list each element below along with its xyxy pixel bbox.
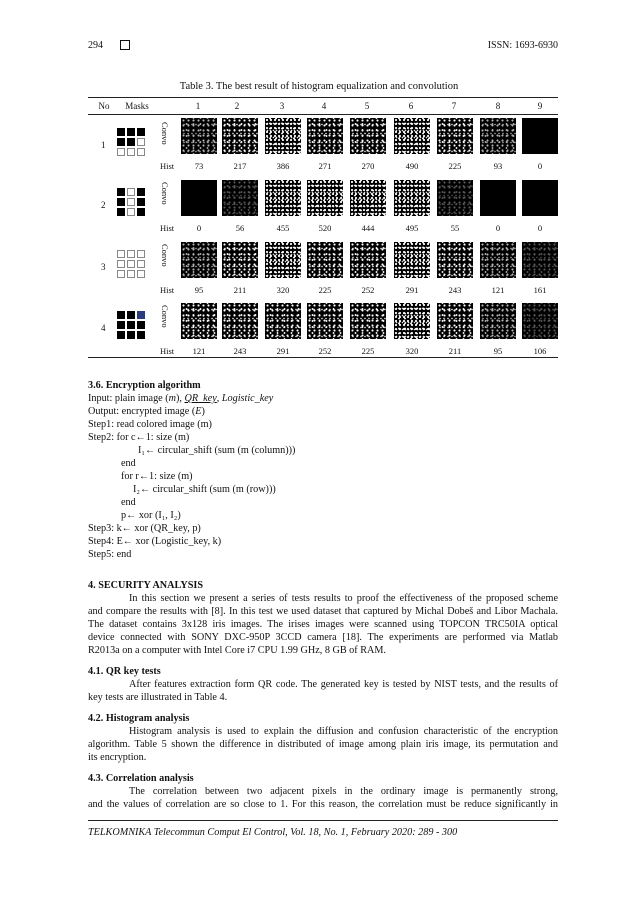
result-image <box>394 118 430 154</box>
convo-label: Convo <box>160 244 170 267</box>
result-image <box>480 118 516 154</box>
hist-value: 271 <box>318 161 332 171</box>
issn-label: ISSN: 1693-6930 <box>487 40 558 51</box>
table-caption: Table 3. The best result of histogram equalization and convolution <box>179 81 459 92</box>
paragraph-line: R2013a on a computer with Intel Core i7 CPU 1.99 GHz, 8 GB of RAM. <box>88 645 386 656</box>
hist-value: 243 <box>448 285 462 295</box>
result-image <box>222 118 258 154</box>
hist-value: 225 <box>448 161 462 171</box>
result-image <box>480 180 516 216</box>
section-heading: 3.6. Encryption algorithm <box>88 380 201 391</box>
result-image <box>307 118 343 154</box>
section-heading: 4.2. Histogram analysis <box>88 713 190 724</box>
col-header: 1 <box>195 101 201 111</box>
mask-4 <box>117 311 147 341</box>
result-image <box>394 303 430 339</box>
algo-step: Step5: end <box>88 549 132 560</box>
paragraph-line: and compare the results with [8]. In this test we used dataset that captured by Michal Dobeš and Libor Machala. <box>88 606 558 617</box>
algo-input: Input: plain image (m), QR_key, Logistic_key <box>88 393 274 404</box>
mask-3 <box>117 250 147 280</box>
algo-step: Step1: read colored image (m) <box>88 419 212 430</box>
section-heading: 4. SECURITY ANALYSIS <box>88 580 204 591</box>
hist-value: 291 <box>276 346 290 356</box>
algo-line: for r←1: size (m) <box>121 471 193 482</box>
algo-step: Step2: for c←1: size (m) <box>88 432 190 443</box>
result-image <box>222 180 258 216</box>
result-image <box>350 180 386 216</box>
hist-value: 55 <box>450 223 460 233</box>
result-image <box>181 242 217 278</box>
result-image <box>437 303 473 339</box>
result-image <box>522 180 558 216</box>
result-image <box>522 118 558 154</box>
algo-line: end <box>121 497 136 508</box>
hist-value: 320 <box>276 285 290 295</box>
result-image <box>181 303 217 339</box>
row-number: 3 <box>101 262 106 272</box>
paragraph-line: and the values of correlation are so close to 1. For this reason, the correlation must be reduce significantly in <box>88 799 558 810</box>
table-bottom-rule <box>88 357 558 358</box>
square-icon <box>120 40 130 50</box>
table-header-rule <box>88 114 558 115</box>
row-number: 1 <box>101 140 106 150</box>
hist-value: 56 <box>235 223 245 233</box>
result-image <box>437 242 473 278</box>
section-heading: 4.3. Correlation analysis <box>88 773 194 784</box>
paragraph-line: The correlation between two adjacent pixels in the ordinary image is permanently strong, <box>129 786 558 797</box>
hist-value: 106 <box>533 346 547 356</box>
col-header: 9 <box>537 101 543 111</box>
hist-label: Hist <box>160 346 175 356</box>
hist-value: 495 <box>405 223 419 233</box>
result-image <box>437 180 473 216</box>
paragraph-line: algorithm. Table 5 shown the difference in distributed of image among plain iris image, its permutation and <box>88 739 558 750</box>
hist-value: 95 <box>493 346 503 356</box>
row-number: 2 <box>101 200 106 210</box>
result-image <box>522 303 558 339</box>
paragraph-line: device connected with SONY DXC-950P 3CCD camera [18]. The experiments are performed via Matlab <box>88 632 558 643</box>
convo-label: Convo <box>160 305 170 328</box>
result-image <box>222 242 258 278</box>
algo-step: Step3: k← xor (QR_key, p) <box>88 523 201 534</box>
hist-value: 217 <box>233 161 247 171</box>
result-image <box>480 242 516 278</box>
mask-2 <box>117 188 147 218</box>
table-top-rule <box>88 97 558 98</box>
hist-value: 121 <box>491 285 505 295</box>
convo-label: Convo <box>160 182 170 205</box>
result-image <box>307 180 343 216</box>
hist-value: 490 <box>405 161 419 171</box>
hist-value: 225 <box>318 285 332 295</box>
hist-value: 270 <box>361 161 375 171</box>
algo-line: end <box>121 458 136 469</box>
paragraph-line: In this section we present a series of tests results to proof the effectiveness of the proposed scheme <box>129 593 558 604</box>
hist-value: 95 <box>194 285 204 295</box>
col-header: 5 <box>364 101 370 111</box>
result-image <box>394 242 430 278</box>
hist-value: 386 <box>276 161 290 171</box>
hist-value: 73 <box>194 161 204 171</box>
col-header: 7 <box>451 101 457 111</box>
algo-step: Step4: E← xor (Logistic_key, k) <box>88 536 222 547</box>
col-masks: Masks <box>125 101 149 111</box>
hist-value: 243 <box>233 346 247 356</box>
paragraph-line: After features extraction form QR code. The generated key is tested by NIST tests, and the results of <box>129 679 558 690</box>
col-header: 2 <box>234 101 240 111</box>
result-image <box>265 180 301 216</box>
col-header: 3 <box>279 101 285 111</box>
hist-value: 161 <box>533 285 547 295</box>
page-number: 294 <box>88 40 103 51</box>
paragraph-line: Histogram analysis is used to explain the diffusion and confusion characteristic of the encryption <box>129 726 558 737</box>
paragraph-line: The dataset contains 3x128 iris images. The irises images were scanned using TOPCON TRC50IA optical <box>88 619 558 630</box>
col-header: 4 <box>321 101 327 111</box>
algo-line: p← xor (I₁, I₂) <box>121 510 181 521</box>
hist-value: 0 <box>537 223 543 233</box>
hist-value: 520 <box>318 223 332 233</box>
result-image <box>265 118 301 154</box>
section-heading: 4.1. QR key tests <box>88 666 161 677</box>
col-no: No <box>98 101 110 111</box>
result-image <box>350 303 386 339</box>
footer-rule <box>88 820 558 821</box>
result-image <box>265 242 301 278</box>
hist-value: 320 <box>405 346 419 356</box>
result-image <box>480 303 516 339</box>
hist-label: Hist <box>160 223 175 233</box>
hist-value: 121 <box>192 346 206 356</box>
hist-value: 0 <box>196 223 202 233</box>
result-image <box>350 242 386 278</box>
result-image <box>350 118 386 154</box>
result-image <box>307 303 343 339</box>
convo-label: Convo <box>160 122 170 145</box>
paragraph-line: key tests are illustrated in Table 4. <box>88 692 228 703</box>
hist-label: Hist <box>160 285 175 295</box>
hist-value: 0 <box>537 161 543 171</box>
col-header: 6 <box>408 101 414 111</box>
result-image <box>222 303 258 339</box>
hist-value: 211 <box>233 285 247 295</box>
algo-output: Output: encrypted image (E) <box>88 406 205 417</box>
hist-value: 225 <box>361 346 375 356</box>
paragraph-line: its encryption. <box>88 752 147 763</box>
col-header: 8 <box>495 101 501 111</box>
hist-value: 252 <box>361 285 375 295</box>
hist-value: 0 <box>495 223 501 233</box>
result-image <box>394 180 430 216</box>
hist-value: 455 <box>276 223 290 233</box>
footer-text: TELKOMNIKA Telecommun Comput El Control, Vol. 18, No. 1, February 2020: 289 - 300 <box>88 827 458 838</box>
hist-value: 211 <box>448 346 462 356</box>
result-image <box>265 303 301 339</box>
result-image <box>437 118 473 154</box>
result-image <box>307 242 343 278</box>
result-image <box>181 118 217 154</box>
result-image <box>522 242 558 278</box>
hist-value: 291 <box>405 285 419 295</box>
algo-line: I₂← circular_shift (sum (m (row))) <box>133 484 276 495</box>
hist-label: Hist <box>160 161 175 171</box>
algo-line: I₁← circular_shift (sum (m (column))) <box>138 445 296 456</box>
hist-value: 444 <box>361 223 375 233</box>
hist-value: 93 <box>493 161 503 171</box>
row-number: 4 <box>101 323 106 333</box>
result-image <box>181 180 217 216</box>
mask-1 <box>117 128 147 158</box>
hist-value: 252 <box>318 346 332 356</box>
